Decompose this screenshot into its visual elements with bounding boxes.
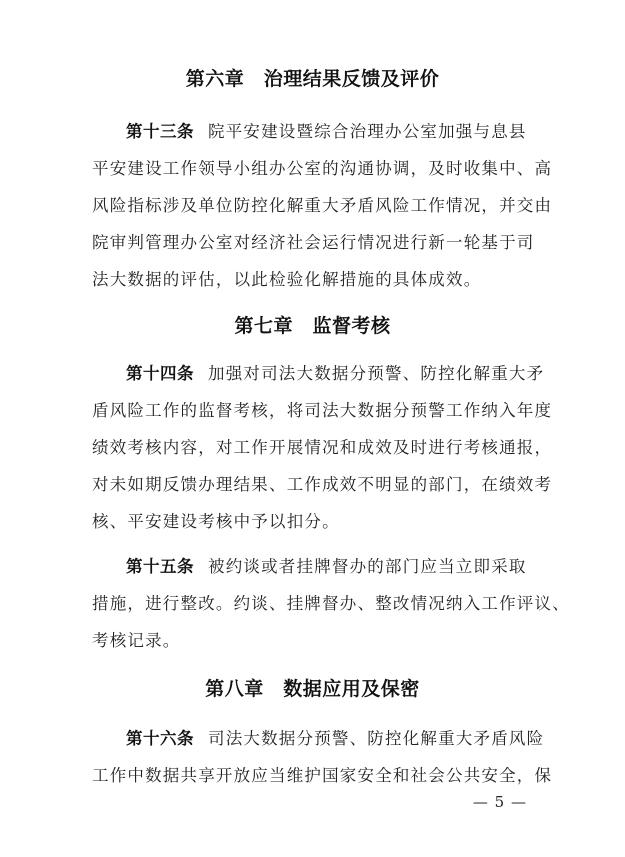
chapter-7-heading: 第七章 监督考核 <box>234 315 391 337</box>
chapter-6-heading: 第六章 治理结果反馈及评价 <box>185 68 440 90</box>
article-15-line-3: 考核记录。 <box>92 631 181 650</box>
article-16-label: 第十六条 <box>126 729 194 748</box>
article-13-line-3: 风险指标涉及单位防控化解重大矛盾风险工作情况，并交由 <box>92 196 553 215</box>
article-14-line-5: 核、平安建设考核中予以扣分。 <box>92 512 340 531</box>
article-13-label: 第十三条 <box>126 122 194 141</box>
article-16 <box>92 720 553 794</box>
article-15-label: 第十五条 <box>126 557 194 576</box>
article-14 <box>92 355 553 540</box>
article-13-line-4: 院审判管理办公室对经济社会运行情况进行新一轮基于司 <box>92 233 535 252</box>
article-15-line-2: 措施，进行整改。约谈、挂牌督办、整改情况纳入工作评议、 <box>92 594 570 613</box>
article-13-line-5: 法大数据的评估，以此检验化解措施的具体成效。 <box>92 270 482 289</box>
page-number: — 5 — <box>472 793 527 811</box>
article-14-line-4: 对未如期反馈办理结果、工作成效不明显的部门，在绩效考 <box>92 475 553 494</box>
article-16-line-2: 工作中数据共享开放应当维护国家安全和社会公共安全，保 <box>92 766 553 785</box>
article-14-line-3: 绩效考核内容，对工作开展情况和成效及时进行考核通报， <box>92 438 553 457</box>
article-14-line-2: 盾风险工作的监督考核，将司法大数据分预警工作纳入年度 <box>92 401 553 420</box>
article-15-line-1: 第十五条 被约谈或者挂牌督办的部门应当立即采取 <box>126 557 527 576</box>
article-13 <box>92 113 553 298</box>
article-14-line-1: 第十四条 加强对司法大数据分预警、防控化解重大矛 <box>126 364 545 383</box>
article-13-line-1: 第十三条 院平安建设暨综合治理办公室加强与息县 <box>126 122 527 141</box>
article-16-line-1: 第十六条 司法大数据分预警、防控化解重大矛盾风险 <box>126 729 545 748</box>
article-14-label: 第十四条 <box>126 364 194 383</box>
chapter-8-heading: 第八章 数据应用及保密 <box>205 678 420 700</box>
article-13-line-2: 平安建设工作领导小组办公室的沟通协调，及时收集中、高 <box>92 159 553 178</box>
article-15 <box>92 548 570 659</box>
